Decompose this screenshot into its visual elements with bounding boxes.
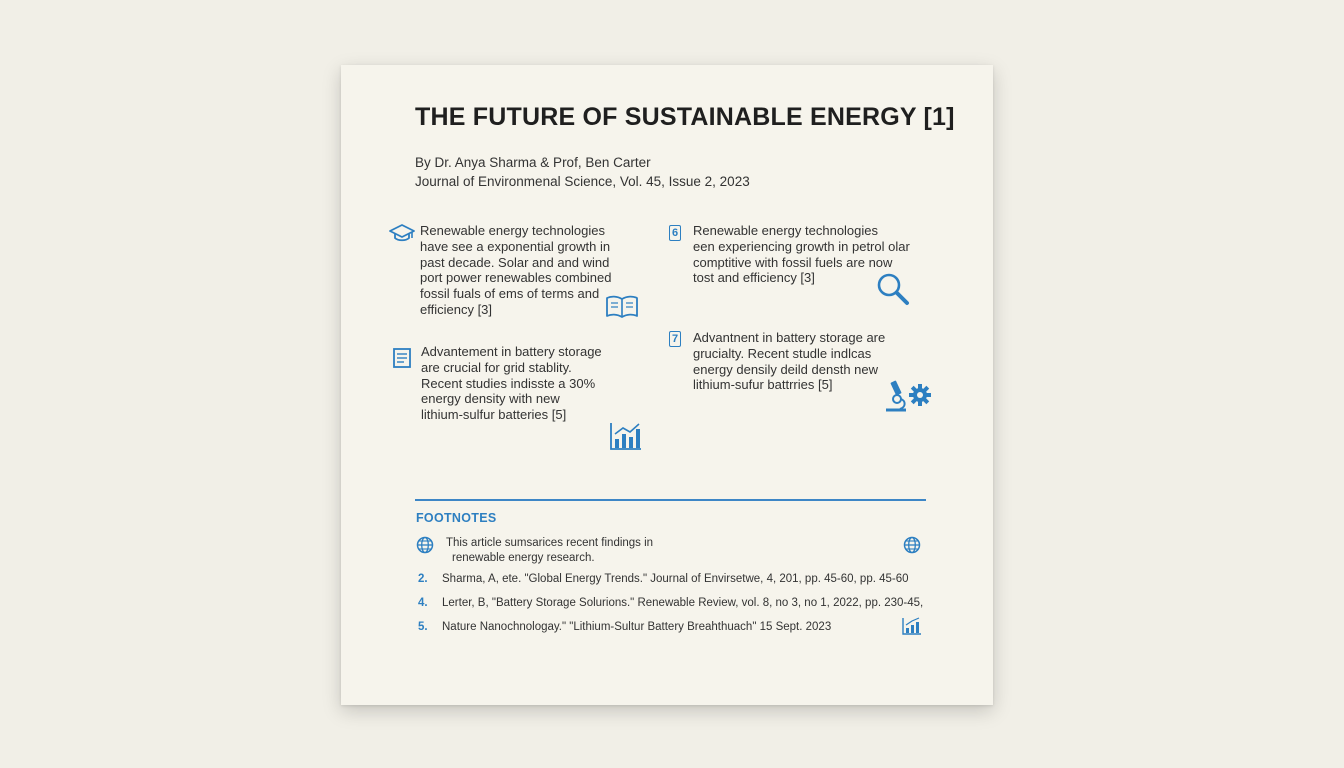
section-line: Advantement in battery storage [421,344,602,359]
footnote-number: 5. [418,621,428,633]
footnote-4 [418,596,923,611]
footnote-text: renewable energy research. [452,552,595,564]
gear-icon [908,383,932,407]
globe-icon [903,536,921,554]
section-line: Recent studies indisste a 30% [421,375,596,391]
bar-chart-icon [609,421,643,451]
section-line: comptitive with fossil fuels are now [693,254,893,270]
footnote-number: 4. [418,597,428,609]
section-line: efficiency [3] [420,301,493,317]
article-page [341,65,993,705]
section-line: have see a exponential growth in [420,238,611,254]
section-line: energy densily deild densth new [693,361,879,377]
marker-number: 6 [669,225,681,241]
footnote-1 [446,536,653,566]
section-line: lithium-sufur battrries [5] [693,377,833,393]
section-line: energy density with new [421,391,560,407]
section-line: fossil fuals of ems of terms and [420,286,600,302]
section-line: lithium-sulfur batteries [5] [421,407,567,423]
globe-icon [416,536,434,554]
magnifier-icon [876,272,910,306]
section-line: past decade. Solar and and wind [420,254,610,270]
byline-block [415,153,750,191]
article-title: THE FUTURE OF SUSTAINABLE ENERGY [1] [415,103,955,131]
open-book-icon [605,294,639,320]
section-line: grucialty. Recent studle indlcas [693,345,872,361]
microscope-icon [884,379,908,413]
bar-chart-icon [902,617,922,635]
footnotes-heading: FOOTNOTES [416,511,497,525]
authors: By Dr. Anya Sharma & Prof, Ben Carter [415,155,651,170]
section-battery-density [693,330,885,393]
section-battery-storage [421,344,602,423]
footnote-text: Sharma, A, ete. "Global Energy Trends." Journal of Envirsetwe, 4, 201, pp. 45-60, pp. 45-60 [442,573,909,585]
footnote-2 [418,572,909,587]
document-icon [392,347,414,369]
footnote-text: Lerter, B, "Battery Storage Solurions." Renewable Review, vol. 8, no 3, no 1, 2022, pp. 230-45, [442,597,924,609]
footnote-text: Nature Nanochnologay." "Lithium-Sultur Battery Breahthuach" 15 Sept. 2023 [442,621,832,633]
footnote-5 [418,620,831,635]
marker-number: 7 [669,331,681,347]
footnote-text: This article sumsarices recent findings in [446,537,654,549]
section-line: tost and efficiency [3] [693,270,815,286]
section-line: port power renewables combined [420,270,612,286]
section-marker-7 [669,331,681,347]
section-line: Renewable energy technologies [693,223,879,238]
section-marker-6 [669,225,681,241]
section-line: are crucial for grid stablity. [421,359,572,375]
footnotes-divider [415,499,926,501]
section-line: een experiencing growth in petrol olar [693,238,910,254]
section-renewable-growth [420,223,612,318]
journal-citation: Journal of Environmenal Science, Vol. 45, Issue 2, 2023 [415,174,750,189]
section-line: Renewable energy technologies [420,223,606,238]
footnote-number: 2. [418,573,428,585]
graduation-cap-icon [389,223,415,243]
section-line: Advantnent in battery storage are [693,330,886,345]
